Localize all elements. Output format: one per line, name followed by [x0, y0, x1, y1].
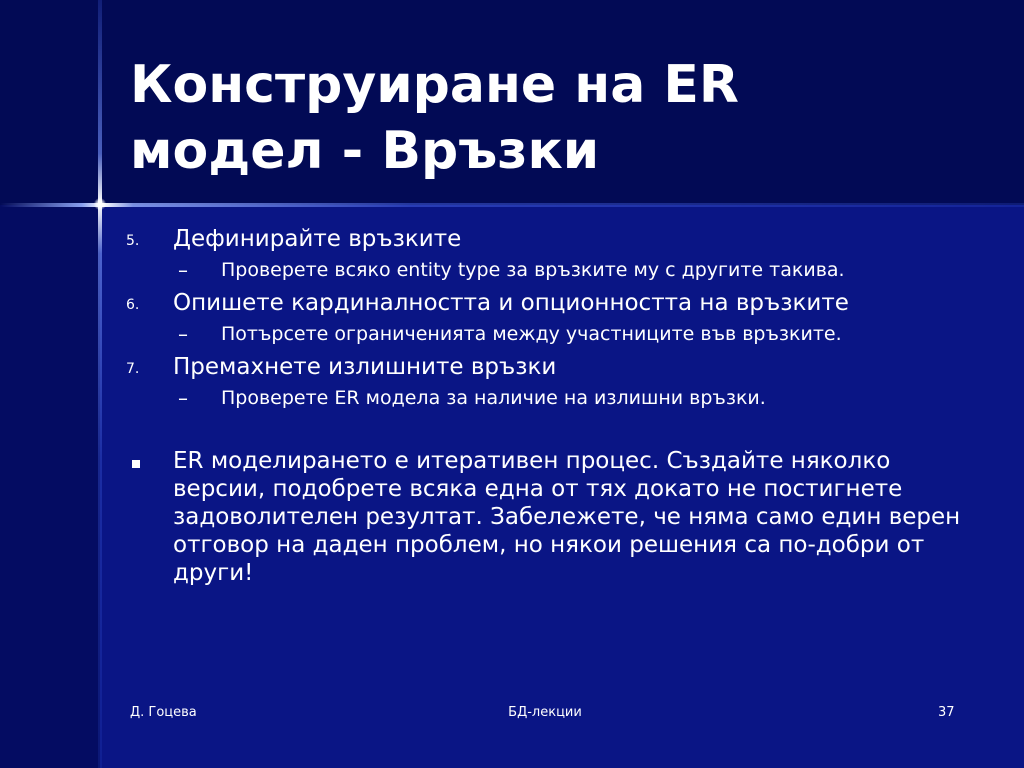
vertical-light-line	[98, 0, 102, 768]
list-item-5	[126, 222, 986, 284]
slide-title	[130, 52, 990, 184]
list-item-6	[126, 286, 986, 348]
left-band	[0, 205, 100, 768]
sub-item	[126, 256, 986, 284]
sub-item-text: Потърсете ограниченията между участниците във връзките.	[221, 323, 842, 345]
sparkle-icon	[94, 198, 106, 210]
dash-marker: –	[178, 322, 188, 346]
square-bullet-icon	[132, 460, 140, 468]
sub-item	[126, 320, 986, 348]
bullet-text: ER моделирането е итеративен процес. Създайте няколко версии, подобрете всяка една от тях докато не постигнете задоволителен резултат. Забележете, че няма само един верен отговор на даден проблем, но някои решения са по-добри от други!	[173, 448, 961, 586]
item-text: Дефинирайте връзките	[173, 226, 462, 252]
sub-item-text: Проверете всяко entity type за връзките му с другите такива.	[221, 259, 845, 281]
dash-marker: –	[178, 386, 188, 410]
item-number: 5.	[126, 233, 140, 249]
title-line-1: Конструиране на ER	[130, 55, 739, 115]
footer-course: БД-лекции	[508, 705, 582, 720]
slide-content	[126, 222, 986, 587]
list-item-7	[126, 350, 986, 412]
horizontal-light-line	[0, 203, 1024, 207]
footer-author: Д. Гоцева	[130, 705, 197, 720]
sub-item-text: Проверете ER модела за наличие на излишни връзки.	[221, 387, 766, 409]
sub-item	[126, 384, 986, 412]
item-text: Премахнете излишните връзки	[173, 354, 557, 380]
bullet-point	[126, 447, 986, 587]
dash-marker: –	[178, 258, 188, 282]
item-text: Опишете кардиналността и опционността на връзките	[173, 290, 849, 316]
title-line-2: модел - Връзки	[130, 121, 600, 181]
item-number: 7.	[126, 361, 140, 377]
page-number: 37	[938, 705, 955, 720]
item-number: 6.	[126, 297, 140, 313]
